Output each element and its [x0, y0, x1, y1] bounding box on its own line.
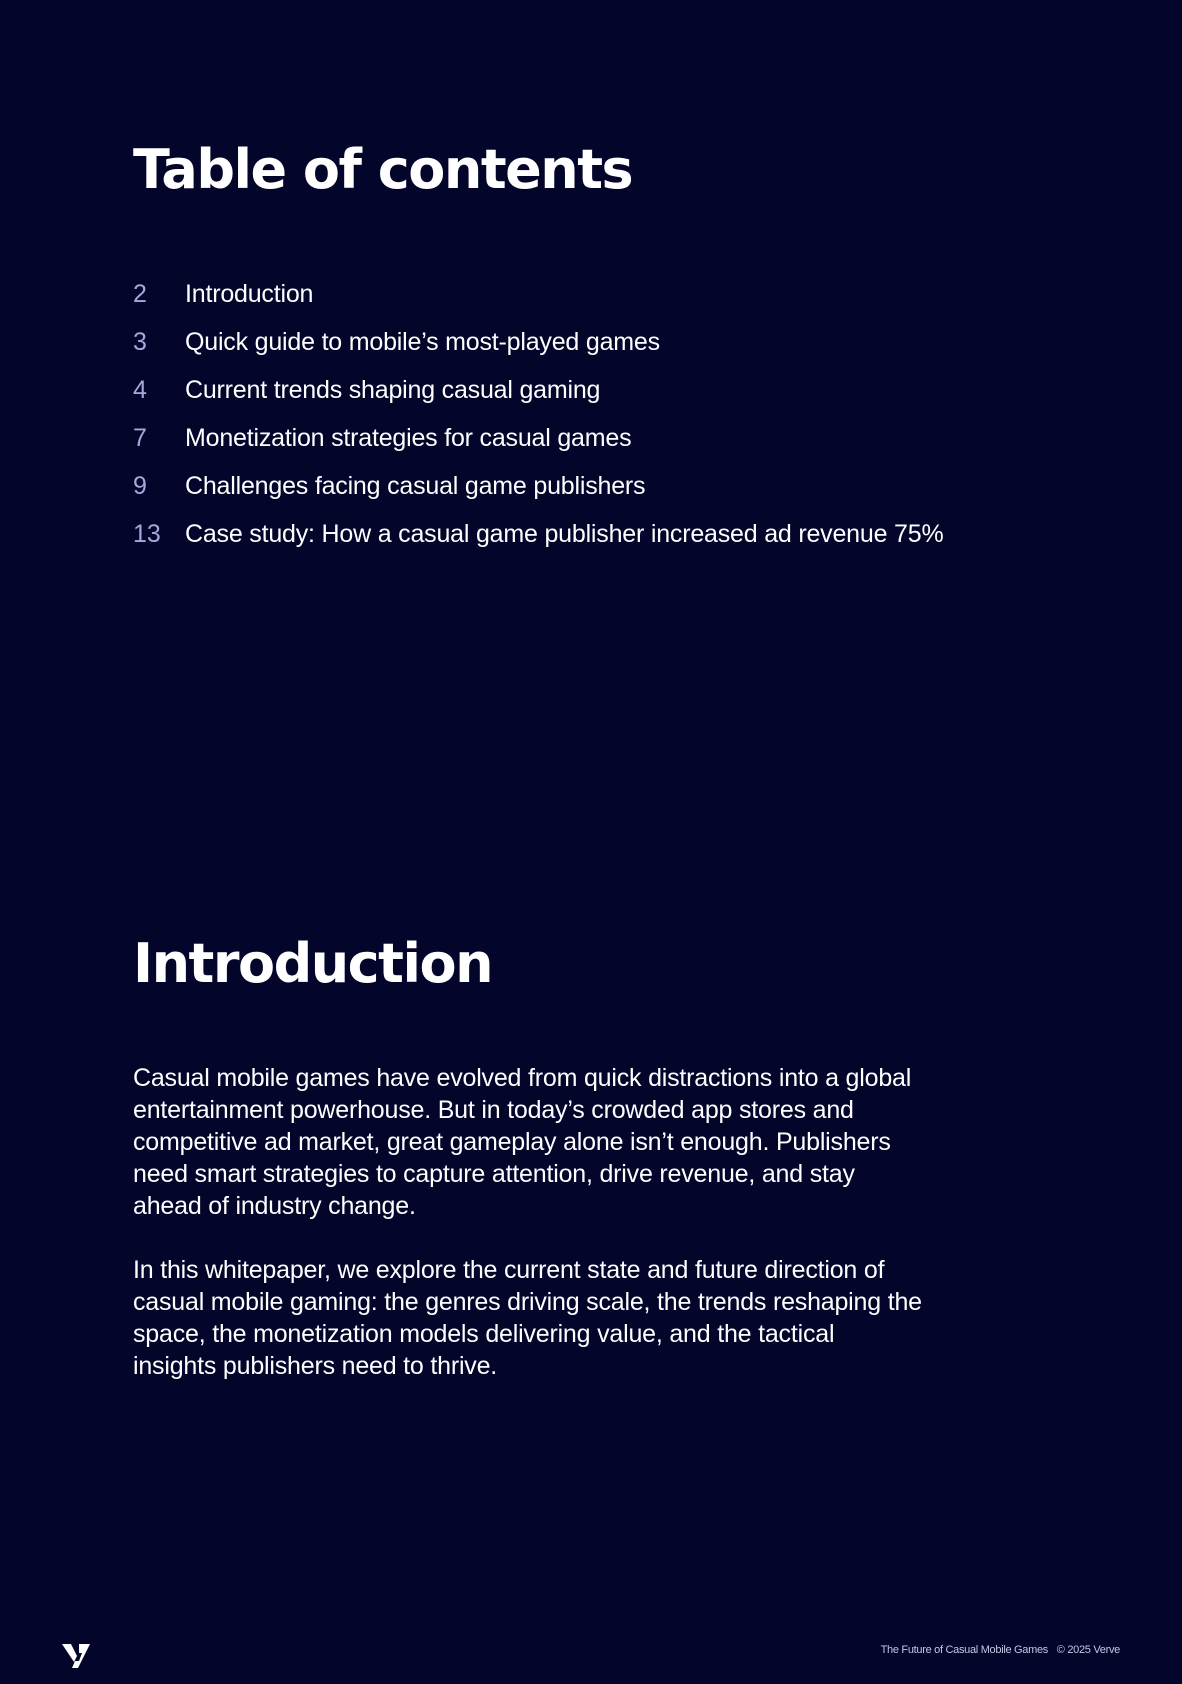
- intro-paragraph: Casual mobile games have evolved from quick distractions into a global entertainment powerhouse. But in today’s crowded app stores and competitive ad market, great gameplay alone isn’t enough. Publishers need smart strategies to capture attention, drive revenue, and stay ahead of industry change.: [133, 1064, 912, 1220]
- toc-item-monetization[interactable]: [133, 418, 943, 466]
- toc-item-label[interactable]: Quick guide to mobile’s most-played games: [185, 328, 660, 356]
- toc-item-label[interactable]: Monetization strategies for casual games: [185, 424, 632, 452]
- toc-item-current-trends[interactable]: [133, 370, 943, 418]
- toc-item-case-study[interactable]: [133, 514, 943, 562]
- footer-text: [881, 1643, 1120, 1657]
- toc-page-number: 13: [133, 520, 161, 548]
- footer-copyright: © 2025 Verve: [1056, 1644, 1120, 1656]
- toc-item-label[interactable]: Current trends shaping casual gaming: [185, 376, 601, 404]
- toc-item-label[interactable]: Introduction: [185, 280, 314, 308]
- toc-page-number: 9: [133, 472, 147, 500]
- introduction-heading: Introduction: [133, 932, 493, 995]
- toc-item-quick-guide[interactable]: [133, 322, 943, 370]
- intro-paragraph: In this whitepaper, we explore the current state and future direction of casual mobile gaming: the genres driving scale, the trends reshaping the space, the monetization models delivering value, and the tactical insights publishers need to thrive.: [133, 1256, 922, 1380]
- toc-item-label[interactable]: Case study: How a casual game publisher increased ad revenue 75%: [185, 520, 944, 548]
- toc-page-number: 3: [133, 328, 147, 356]
- toc-item-label[interactable]: Challenges facing casual game publishers: [185, 472, 646, 500]
- introduction-body: [133, 1062, 923, 1414]
- toc-title: Table of contents: [133, 138, 633, 201]
- toc-page-number: 2: [133, 280, 147, 308]
- toc-page-number: 4: [133, 376, 147, 404]
- verve-logo-icon: [62, 1644, 90, 1668]
- toc-item-introduction[interactable]: [133, 274, 943, 322]
- toc-page-number: 7: [133, 424, 147, 452]
- footer-document-title: The Future of Casual Mobile Games: [880, 1644, 1049, 1656]
- toc-list: [133, 274, 943, 562]
- toc-item-challenges[interactable]: [133, 466, 943, 514]
